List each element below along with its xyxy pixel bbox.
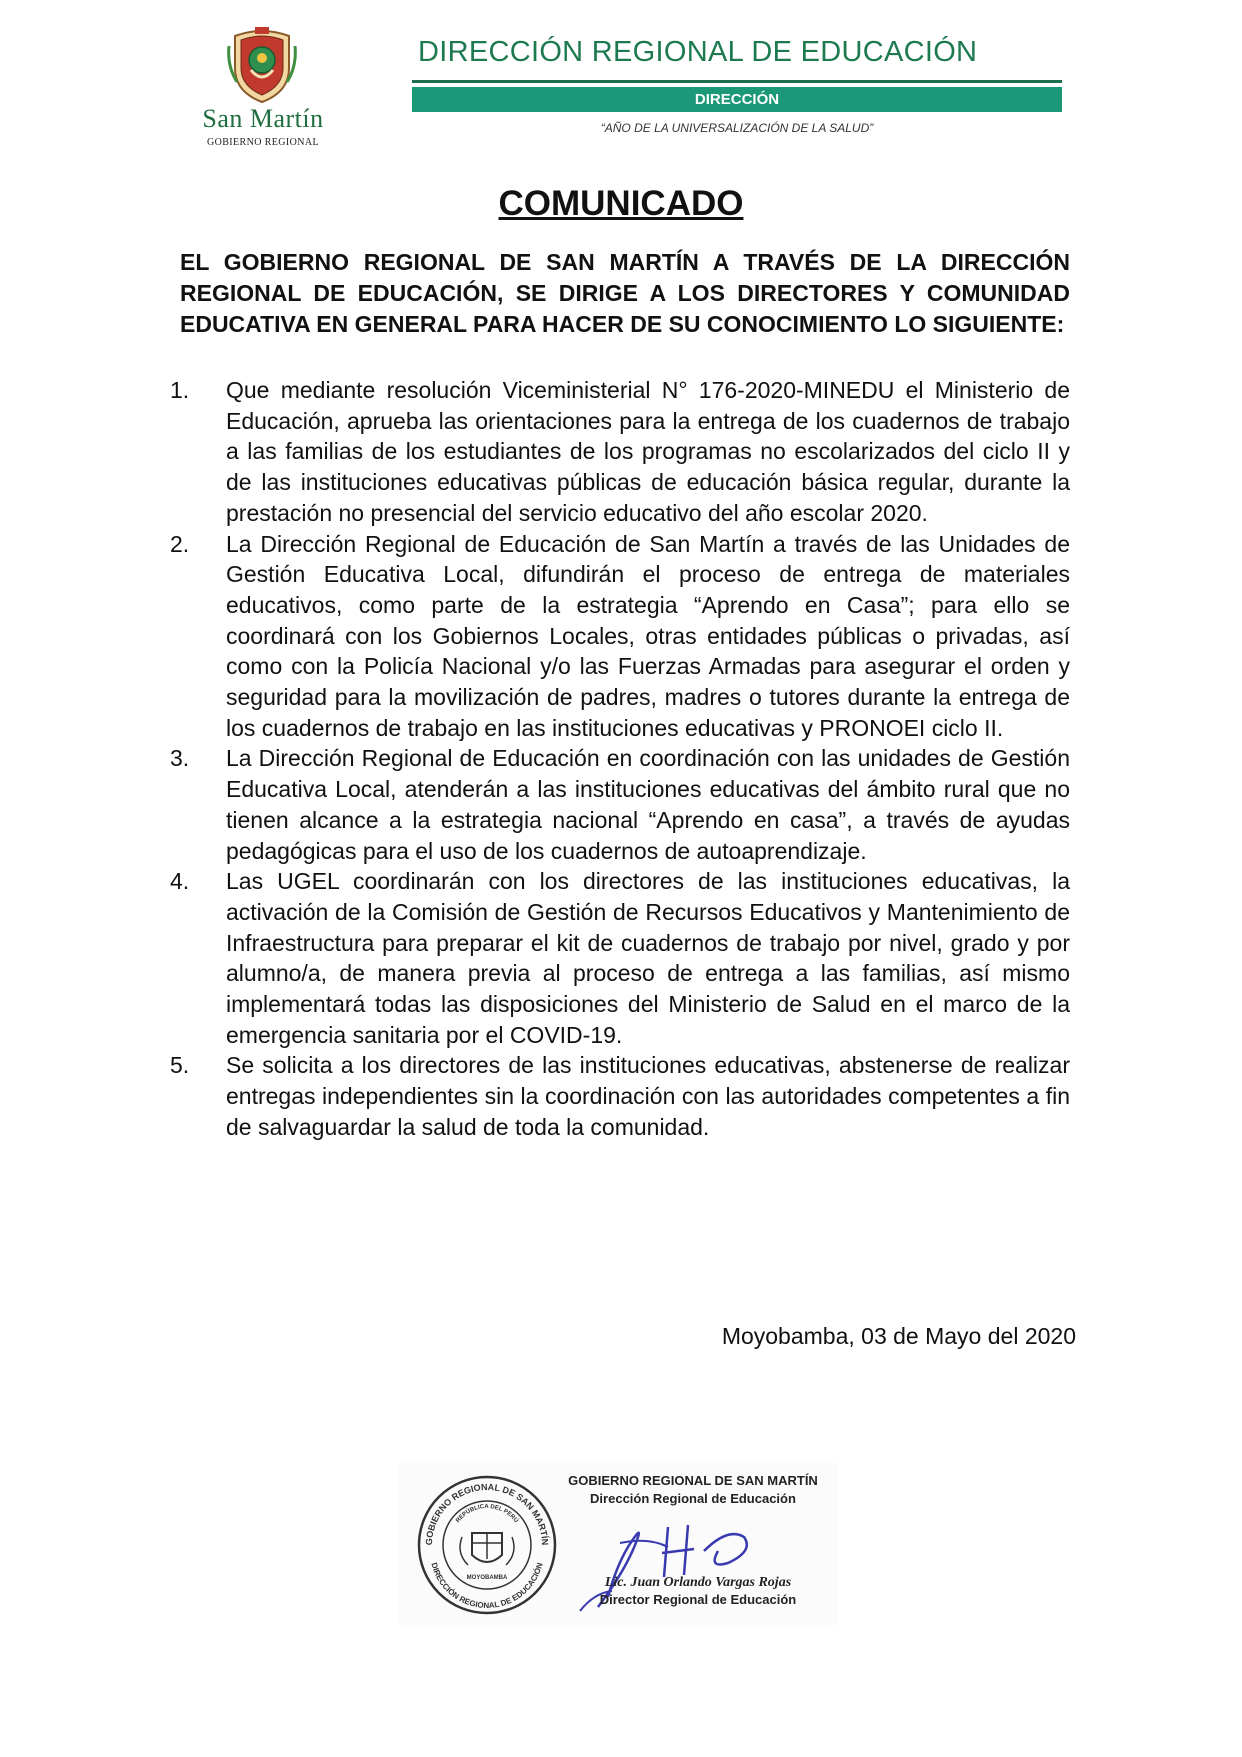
seal-inner-text: REPÚBLICA DEL PERÚ [455, 1503, 519, 1525]
item-number: 2. [170, 530, 190, 557]
numbered-list [0, 375, 1242, 1143]
logo-name: San Martín [202, 104, 324, 133]
signature-org: GOBIERNO REGIONAL DE SAN MARTÍN [568, 1473, 818, 1488]
official-seal-icon [412, 1473, 562, 1618]
item-text: Que mediante resolución Viceministerial N° 176-2020-MINEDU el Ministerio de Educación, aprueba las orientaciones para la entrega de los cuadernos de trabajo a las familias de los estudiantes de los programas no escolarizados del ciclo II y de las instituciones educativas públicas de educación básica regular, durante la prestación no presencial del servicio educativo del año escolar 2020. [226, 377, 1070, 526]
logo-subtitle: GOBIERNO REGIONAL [206, 137, 320, 148]
list-item [0, 743, 1242, 866]
date-line: Moyobamba, 03 de Mayo del 2020 [721, 1323, 1076, 1349]
item-number: 1. [170, 377, 190, 403]
list-item [0, 866, 1242, 1050]
item-number: 5. [170, 1052, 190, 1079]
letterhead [0, 0, 1242, 150]
svg-text:DIRECCIÓN REGIONAL DE EDUCACIÓ [429, 1561, 544, 1610]
signatory-name: Lic. Juan Orlando Vargas Rojas [604, 1575, 792, 1590]
document-title: COMUNICADO [498, 184, 744, 223]
signatory-title: Director Regional de Educación [599, 1592, 797, 1607]
gobierno-regional-logo [183, 20, 343, 148]
list-item [0, 1050, 1242, 1142]
item-text: Las UGEL coordinarán con los directores de las instituciones educativas, la activación de la Comisión de Gestión de Recursos Educativos y Mantenimiento de Infraestructura para preparar el kit de cuadernos de trabajo por nivel, grado y por alumno/a, de manera previa al proceso de entrega a las familias, así mismo implementará todas las disposiciones del Ministerio de Salud en el marco de la emergencia sanitaria por el COVID-19. [226, 868, 1070, 1048]
signature-dept: Dirección Regional de Educación [590, 1491, 796, 1506]
seal-city: MOYOBAMBA [466, 1575, 508, 1581]
seal-bottom-text: DIRECCIÓN REGIONAL DE EDUCACIÓN [429, 1561, 545, 1611]
office-bar: DIRECCIÓN [412, 87, 1062, 112]
header-rule [412, 80, 1062, 83]
list-item [0, 375, 1242, 529]
list-item [0, 529, 1242, 744]
item-text: La Dirección Regional de Educación en coordinación con las unidades de Gestión Educativa Local, atenderán a las instituciones educativas del ámbito rural que no tienen alcance a la estrategia nacional “Aprendo en casa”, a través de ayudas pedagógicas para el uso de los cuadernos de autoaprendizaje. [226, 745, 1070, 864]
coat-of-arms-icon [227, 26, 297, 104]
item-number: 4. [170, 868, 190, 895]
seal-top-text: GOBIERNO REGIONAL DE SAN MARTÍN [423, 1481, 551, 1546]
intro-paragraph: EL GOBIERNO REGIONAL DE SAN MARTÍN A TRAVÉS DE LA DIRECCIÓN REGIONAL DE EDUCACIÓN, SE DIRIGE A LOS DIRECTORES Y COMUNIDAD EDUCATIVA EN GENERAL PARA HACER DE SU CONOCIMIENTO LO SIGUIENTE: [180, 249, 1070, 337]
item-text: La Dirección Regional de Educación de San Martín a través de las Unidades de Gestión Educativa Local, difundirán el proceso de entrega de materiales educativos, como parte de la estrategia “Aprendo en Casa”; para ello se coordinará con los Gobiernos Locales, otras entidades públicas o privadas, así como con la Policía Nacional y/o las Fuerzas Armadas para asegurar el orden y seguridad para la movilización de padres, madres o tutores durante la entrega de los cuadernos de trabajo en las instituciones educativas y PRONOEI ciclo II. [226, 530, 1070, 741]
org-title: DIRECCIÓN REGIONAL DE EDUCACIÓN [418, 36, 978, 68]
item-text: Se solicita a los directores de las instituciones educativas, abstenerse de realizar entregas independientes sin la coordinación con las autoridades competentes a fin de salvaguardar la salud de toda la comunidad. [226, 1052, 1070, 1140]
signature-block [398, 1463, 838, 1625]
year-motto: “AÑO DE LA UNIVERSALIZACIÓN DE LA SALUD” [600, 121, 874, 135]
item-number: 3. [170, 745, 190, 772]
